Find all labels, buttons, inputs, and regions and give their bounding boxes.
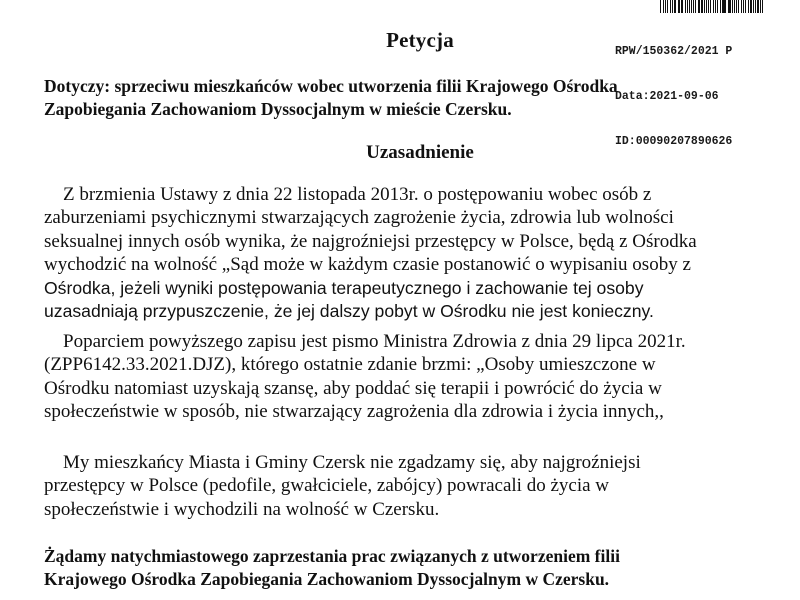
paragraph-line: społeczeństwie w sposób, nie stwarzający zagrożenia dla zdrowia i życia innych,, <box>44 401 664 423</box>
barcode-icon <box>660 0 764 13</box>
subject-line: Zapobiegania Zachowaniom Dyssocjalnym w mieście Czersku. <box>44 99 512 119</box>
section-title: Uzasadnienie <box>366 142 474 163</box>
demand-line: Krajowego Ośrodka Zapobiegania Zachowaniom Dyssocjalnym w Czersku. <box>44 569 610 589</box>
stamp-date: Data:2021-09-06 <box>615 90 719 103</box>
paragraph-line: uzasadniają przypuszczenie, że jej dalszy pobyt w Ośrodku nie jest konieczny. <box>44 301 654 322</box>
paragraph-line: wychodzić na wolność „Sąd może w każdym czasie postanowić o wypisaniu osoby z <box>44 254 691 276</box>
paragraph-line: My mieszkańcy Miasta i Gminy Czersk nie zgadzamy się, aby najgroźniejsi <box>63 452 641 473</box>
paragraph-line: Z brzmienia Ustawy z dnia 22 listopada 2013r. o postępowaniu wobec osób z <box>63 184 652 205</box>
stamp-reference: RPW/150362/2021 P <box>615 45 733 58</box>
document-title: Petycja <box>386 28 454 52</box>
subject-line: Dotyczy: sprzeciwu mieszkańców wobec utworzenia filii Krajowego Ośrodka <box>44 76 618 96</box>
demand-line: Żądamy natychmiastowego zaprzestania prac związanych z utworzeniem filii <box>44 546 620 566</box>
demand-block <box>44 545 794 591</box>
paragraph-line: seksualnej innych osób wynika, że najgroźniejsi przestępcy w Polsce, będą z Ośrodka <box>44 230 697 252</box>
paragraph-minister-letter <box>44 330 794 424</box>
paragraph-line: Poparciem powyższego zapisu jest pismo Ministra Zdrowia z dnia 29 lipca 2021r. <box>63 331 686 352</box>
paragraph-statute <box>44 183 794 323</box>
paragraph-residents-objection <box>44 451 794 521</box>
paragraph-line: przestępcy w Polsce (pedofile, gwałciciele, zabójcy) powracali do życia w <box>44 475 609 497</box>
paragraph-line: Ośrodka, jeżeli wyniki postępowania terapeutycznego i zachowanie tej osoby <box>44 277 644 298</box>
paragraph-line: Ośrodku natomiast uzyskają szansę, aby poddać się terapii i powrócić do życia w <box>44 377 662 399</box>
paragraph-line: (ZPP6142.33.2021.DJZ), którego ostatnie zdanie brzmi: „Osoby umieszczone w <box>44 354 656 376</box>
stamp-id: ID:00090207890626 <box>615 135 733 148</box>
subject-block <box>44 75 764 121</box>
paragraph-line: zaburzeniami psychicznymi stwarzających zagrożenie życia, zdrowia lub wolności <box>44 207 674 229</box>
paragraph-line: społeczeństwie i wychodzili na wolność w Czersku. <box>44 498 440 520</box>
